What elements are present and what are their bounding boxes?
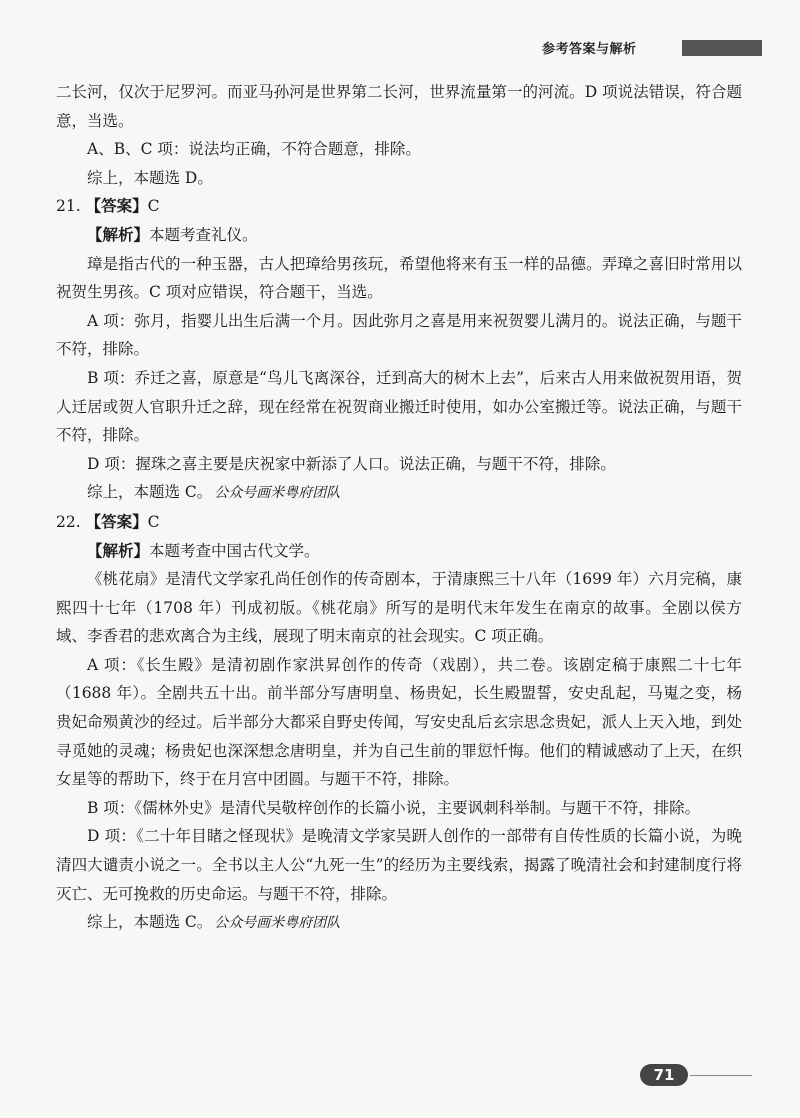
answer-tag: 【答案】 bbox=[85, 511, 148, 531]
paragraph: D 项：《二十年目睹之怪现状》是晚清文学家吴趼人创作的一部带有自传性质的长篇小说，为晚清四大谴责小说之一。全书以主人公“九死一生”的经历为主要线索，揭露了晚清社会和封建制度行将灭亡、无可挽救的历史命运。与题干不符，排除。 bbox=[56, 827, 742, 903]
analysis-text: 本题考查中国古代文学。 bbox=[149, 541, 320, 560]
paragraph: 璋是指古代的一种玉器，古人把璋给男孩玩，希望他将来有玉一样的品德。弄璋之喜旧时常用以祝贺生男孩。C 项对应错误，符合题干，当选。 bbox=[56, 254, 742, 302]
paragraph: 《桃花扇》是清代文学家孔尚任创作的传奇剧本，于清康熙三十八年（1699 年）六月完稿，康熙四十七年（1708 年）刊成初版。《桃花扇》所写的是明代末年发生在南京的故事。全剧以侯方域、李香君的悲欢离合为主线，展现了明末南京的社会现实。C 项正确。 bbox=[56, 570, 742, 646]
question-21-analysis bbox=[56, 221, 742, 250]
paragraph: 综上，本题选 D。 bbox=[87, 168, 213, 187]
header-bar bbox=[682, 40, 762, 56]
conclusion-line bbox=[56, 478, 742, 508]
paragraph: A 项：弥月，指婴儿出生后满一个月。因此弥月之喜是用来祝贺婴儿满月的。说法正确，与题干不符，排除。 bbox=[56, 311, 742, 359]
analysis-text: 本题考查礼仪。 bbox=[149, 225, 258, 244]
paragraph: A 项：《长生殿》是清初剧作家洪昇创作的传奇（戏剧），共二卷。该剧定稿于康熙二十七年（1688 年）。全剧共五十出。前半部分写唐明皇、杨贵妃，长生殿盟誓，安史乱起，马嵬之变，杨贵妃命殒黄沙的经过。后半部分大都采自野史传闻，写安史乱后玄宗思念贵妃，派人上天入地，到处寻觅她的灵魂；杨贵妃也深深想念唐明皇，并为自己生前的罪愆忏悔。他们的精诚感动了上天，在织女星等的帮助下，终于在月宫中团圆。与题干不符，排除。 bbox=[56, 655, 742, 789]
footer-rule bbox=[690, 1075, 752, 1076]
paragraph: D 项：握珠之喜主要是庆祝家中新添了人口。说法正确，与题干不符，排除。 bbox=[87, 454, 616, 473]
page-footer bbox=[640, 1064, 752, 1090]
paragraph: 二长河，仅次于尼罗河。而亚马孙河是世界第二长河，世界流量第一的河流。D 项说法错误，符合题意，当选。 bbox=[56, 83, 742, 130]
question-number: 21. bbox=[56, 197, 81, 216]
handwritten-note: 公众号画米粤府团队 bbox=[214, 915, 341, 932]
answer-tag: 【答案】 bbox=[85, 196, 148, 216]
page-header-title: 参考答案与解析 bbox=[542, 42, 637, 57]
answer-value: C bbox=[147, 512, 160, 531]
analysis-tag: 【解析】 bbox=[87, 224, 150, 244]
conclusion-text: 综上，本题选 C。 bbox=[87, 483, 213, 502]
question-22-answer bbox=[56, 508, 742, 537]
paragraph: B 项：乔迁之喜，原意是“鸟儿飞离深谷，迁到高大的树木上去”，后来古人用来做祝贺用语，贺人迁居或贺人官职升迁之辞，现在经常在祝贺商业搬迁时使用，如办公室搬迁等。说法正确，与题干不符，排除。 bbox=[56, 368, 742, 445]
conclusion-line bbox=[56, 908, 742, 938]
handwritten-note: 公众号画米粤府团队 bbox=[214, 485, 341, 502]
answer-value: C bbox=[147, 197, 160, 216]
page-number: 71 bbox=[640, 1064, 688, 1086]
question-21-answer bbox=[56, 192, 742, 221]
question-22-analysis bbox=[56, 537, 742, 566]
conclusion-text: 综上，本题选 C。 bbox=[87, 913, 213, 932]
analysis-tag: 【解析】 bbox=[87, 540, 150, 560]
paragraph: B 项：《儒林外史》是清代吴敬梓创作的长篇小说，主要讽刺科举制。与题干不符，排除。 bbox=[87, 798, 701, 817]
paragraph: A、B、C 项：说法均正确，不符合题意，排除。 bbox=[87, 140, 421, 159]
question-number: 22. bbox=[56, 512, 81, 531]
answer-content bbox=[56, 78, 742, 938]
